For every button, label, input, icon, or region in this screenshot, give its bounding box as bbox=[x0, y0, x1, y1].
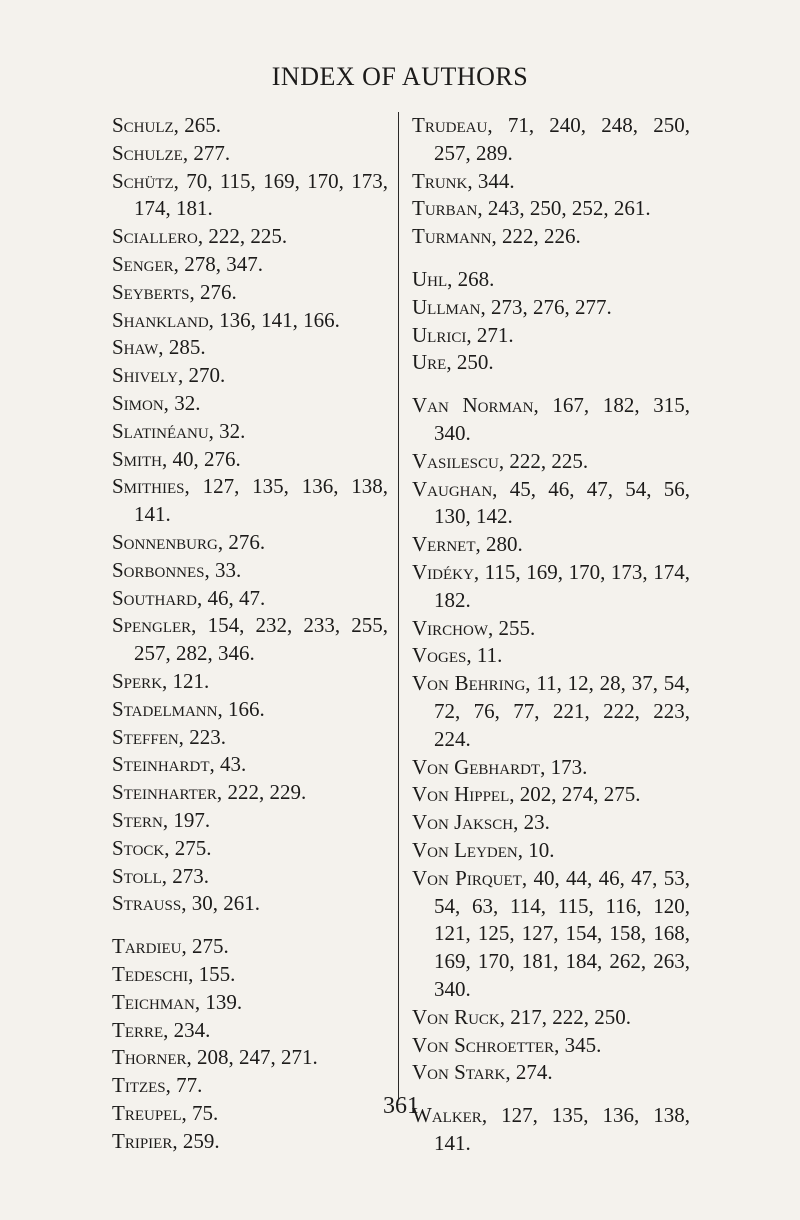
page-references: 43. bbox=[220, 752, 247, 777]
author-name: Titzes, bbox=[112, 1073, 171, 1098]
page-references: 45, 46, 47, 54, 56, 130, 142. bbox=[434, 476, 690, 529]
page-references: 278, 347. bbox=[184, 251, 263, 276]
author-name: Steffen, bbox=[112, 724, 184, 749]
index-entry bbox=[412, 754, 690, 782]
author-name: Spengler, bbox=[112, 613, 197, 638]
index-entry bbox=[412, 349, 690, 377]
page-references: 136, 141, 166. bbox=[219, 307, 340, 332]
page-references: 71, 240, 248, 250, 257, 289. bbox=[434, 113, 691, 165]
page-references: 11. bbox=[476, 643, 503, 668]
page-references: 208, 247, 271. bbox=[197, 1045, 318, 1070]
page-references: 259. bbox=[182, 1128, 220, 1153]
author-name: Vasilescu, bbox=[412, 448, 505, 473]
index-entry bbox=[112, 418, 388, 446]
index-entry bbox=[112, 724, 388, 752]
author-name: Tedeschi, bbox=[112, 961, 194, 986]
index-entry bbox=[112, 362, 388, 390]
index-entry bbox=[412, 322, 690, 350]
index-entry bbox=[112, 668, 388, 696]
author-name: Trunk, bbox=[412, 168, 473, 193]
author-name: Schütz, bbox=[112, 168, 179, 193]
index-entry bbox=[412, 476, 690, 532]
section-gap bbox=[412, 251, 690, 266]
page-references: 222, 226. bbox=[502, 224, 581, 249]
index-entry bbox=[112, 307, 388, 335]
author-name: Smithies, bbox=[112, 474, 190, 499]
index-entry bbox=[112, 807, 388, 835]
index-entry bbox=[112, 612, 388, 668]
page-references: 40, 276. bbox=[172, 446, 241, 471]
page-references: 222, 225. bbox=[208, 224, 288, 249]
page-references: 222, 225. bbox=[509, 448, 589, 473]
author-name: Tardieu, bbox=[112, 934, 187, 959]
page-references: 32. bbox=[174, 390, 201, 415]
page-references: 276. bbox=[199, 279, 237, 304]
index-entry bbox=[412, 642, 690, 670]
index-entry bbox=[112, 989, 388, 1017]
page-number: 361 bbox=[383, 1093, 419, 1119]
page-references: 127, 135, 136, 138, 141. bbox=[434, 1103, 691, 1155]
section-gap bbox=[112, 918, 388, 933]
page-references: 46, 47. bbox=[207, 585, 266, 610]
author-name: Von Behring, bbox=[412, 671, 531, 696]
index-entry bbox=[112, 446, 388, 474]
author-name: Shaw, bbox=[112, 335, 164, 360]
author-name: Sciallero, bbox=[112, 224, 204, 249]
page-references: 23. bbox=[523, 810, 550, 835]
index-entry bbox=[412, 448, 690, 476]
index-entry bbox=[412, 837, 690, 865]
index-entry bbox=[412, 559, 690, 615]
page-references: 280. bbox=[486, 532, 523, 557]
page-references: 274. bbox=[515, 1060, 553, 1085]
page-references: 139. bbox=[205, 989, 243, 1014]
author-name: Voges, bbox=[412, 643, 472, 668]
page-references: 277. bbox=[193, 140, 231, 165]
index-entry bbox=[412, 112, 690, 168]
index-entry bbox=[112, 585, 388, 613]
page-references: 243, 250, 252, 261. bbox=[487, 196, 651, 221]
author-name: Tripier, bbox=[112, 1128, 178, 1153]
page-references: 270. bbox=[188, 363, 226, 388]
index-entry bbox=[412, 615, 690, 643]
author-name: Von Leyden, bbox=[412, 837, 523, 862]
index-entry bbox=[112, 168, 388, 224]
index-entry bbox=[112, 835, 388, 863]
page-references: 255. bbox=[498, 615, 536, 640]
index-entry bbox=[412, 223, 690, 251]
author-name: Schulze, bbox=[112, 140, 189, 165]
index-entry bbox=[412, 670, 690, 753]
page-references: 70, 115, 169, 170, 173, 174, 181. bbox=[134, 168, 388, 221]
page-references: 275. bbox=[174, 835, 212, 860]
index-entry bbox=[412, 781, 690, 809]
section-gap bbox=[412, 1087, 690, 1102]
index-entry bbox=[412, 294, 690, 322]
index-entry bbox=[412, 1102, 690, 1158]
author-name: Sorbonnes, bbox=[112, 557, 210, 582]
index-entry bbox=[112, 1100, 388, 1128]
author-name: Vaughan, bbox=[412, 476, 498, 501]
index-entry bbox=[112, 890, 388, 918]
author-name: Senger, bbox=[112, 251, 179, 276]
index-entry bbox=[412, 865, 690, 1004]
page-references: 285. bbox=[168, 335, 206, 360]
author-name: Smith, bbox=[112, 446, 168, 471]
author-name: Teichman, bbox=[112, 989, 201, 1014]
page-references: 11, 12, 28, 37, 54, 72, 76, 77, 221, 222, 223, 224. bbox=[434, 671, 690, 751]
index-entry bbox=[112, 961, 388, 989]
page-references: 202, 274, 275. bbox=[519, 782, 641, 807]
page-title: INDEX OF AUTHORS bbox=[271, 62, 529, 91]
page-references: 275. bbox=[192, 934, 229, 959]
author-name: Von Gebhardt, bbox=[412, 754, 546, 779]
page-references: 121. bbox=[172, 668, 210, 693]
page-references: 268. bbox=[457, 266, 495, 291]
page-references: 250. bbox=[456, 350, 494, 375]
page-references: 276. bbox=[228, 529, 266, 554]
author-name: Stock, bbox=[112, 835, 170, 860]
author-name: Steinharter, bbox=[112, 780, 223, 805]
author-name: Ulrici, bbox=[412, 322, 472, 347]
page-references: 222, 229. bbox=[227, 780, 307, 805]
author-name: Turban, bbox=[412, 196, 483, 221]
page-references: 217, 222, 250. bbox=[510, 1004, 632, 1029]
author-name: Turmann, bbox=[412, 224, 497, 249]
index-entry bbox=[412, 392, 690, 448]
page-references: 166. bbox=[227, 696, 265, 721]
page-references: 127, 135, 136, 138, 141. bbox=[134, 474, 389, 527]
page-references: 10. bbox=[528, 837, 555, 862]
index-entry bbox=[112, 112, 388, 140]
author-name: Steinhardt, bbox=[112, 752, 215, 777]
author-name: Schulz, bbox=[112, 113, 179, 137]
index-entry bbox=[112, 334, 388, 362]
page-references: 273, 276, 277. bbox=[491, 294, 612, 319]
page-references: 115, 169, 170, 173, 174, 182. bbox=[434, 559, 690, 612]
index-entry bbox=[112, 863, 388, 891]
author-name: Vidéky, bbox=[412, 559, 480, 584]
index-entry bbox=[112, 1044, 388, 1072]
page-references: 265. bbox=[184, 113, 221, 137]
page-references: 32. bbox=[219, 418, 246, 443]
index-entry bbox=[112, 473, 388, 529]
author-name: Sonnenburg, bbox=[112, 529, 224, 554]
page-references: 154, 232, 233, 255, 257, 282, 346. bbox=[134, 613, 388, 666]
index-entry bbox=[412, 1059, 690, 1087]
page-references: 344. bbox=[477, 168, 515, 193]
index-entry bbox=[412, 1004, 690, 1032]
author-name: Strauss, bbox=[112, 891, 187, 916]
page-references: 345. bbox=[564, 1032, 602, 1057]
author-name: Stoll, bbox=[112, 863, 167, 888]
author-name: Von Jaksch, bbox=[412, 810, 519, 835]
author-name: Virchow, bbox=[412, 615, 494, 640]
page-references: 173. bbox=[550, 754, 588, 779]
column-divider bbox=[398, 112, 399, 1100]
index-entry bbox=[412, 531, 690, 559]
index-entry bbox=[112, 279, 388, 307]
index-entry bbox=[112, 1128, 388, 1156]
index-entry bbox=[112, 251, 388, 279]
page-references: 75. bbox=[192, 1100, 219, 1125]
page-references: 167, 182, 315, 340. bbox=[434, 393, 690, 445]
index-entry bbox=[412, 195, 690, 223]
index-entry bbox=[112, 140, 388, 168]
author-name: Von Pirquet, bbox=[412, 865, 528, 890]
index-entry bbox=[412, 1032, 690, 1060]
index-entry bbox=[412, 266, 690, 294]
author-name: Von Ruck, bbox=[412, 1004, 506, 1029]
index-entry bbox=[112, 529, 388, 557]
page-references: 234. bbox=[173, 1017, 211, 1042]
page-references: 273. bbox=[172, 863, 209, 888]
author-name: Uhl, bbox=[412, 266, 453, 291]
author-name: Stadelmann, bbox=[112, 696, 223, 721]
author-name: Treupel, bbox=[112, 1100, 187, 1125]
index-entry bbox=[112, 1072, 388, 1100]
page-references: 40, 44, 46, 47, 53, 54, 63, 114, 115, 116, 120, 121, 125, 127, 154, 158, 168, 169, 170, 181, 184, 262, 263, 340. bbox=[434, 865, 691, 1001]
author-name: Shively, bbox=[112, 363, 184, 388]
index-entry bbox=[112, 696, 388, 724]
author-name: Von Stark, bbox=[412, 1060, 511, 1085]
index-entry bbox=[112, 1017, 388, 1045]
author-name: Trudeau, bbox=[412, 113, 493, 137]
index-entry bbox=[112, 390, 388, 418]
index-entry bbox=[112, 223, 388, 251]
index-entry bbox=[112, 933, 388, 961]
page-references: 223. bbox=[189, 724, 226, 749]
page-references: 197. bbox=[173, 807, 211, 832]
page-references: 33. bbox=[215, 557, 242, 582]
author-name: Ullman, bbox=[412, 294, 486, 319]
author-name: Simon, bbox=[112, 390, 169, 415]
index-entry bbox=[112, 557, 388, 585]
author-name: Von Hippel, bbox=[412, 782, 515, 807]
author-name: Walker, bbox=[412, 1103, 488, 1128]
index-entry bbox=[112, 779, 388, 807]
author-name: Slatinéanu, bbox=[112, 418, 214, 443]
author-name: Shankland, bbox=[112, 307, 214, 332]
author-name: Von Schroetter, bbox=[412, 1032, 560, 1057]
index-column-right bbox=[412, 112, 690, 1158]
index-column-left bbox=[112, 112, 388, 1155]
page-references: 155. bbox=[198, 961, 236, 986]
author-name: Thorner, bbox=[112, 1045, 192, 1070]
page-references: 271. bbox=[476, 322, 514, 347]
index-entry bbox=[112, 751, 388, 779]
author-name: Ure, bbox=[412, 350, 452, 375]
page-references: 77. bbox=[176, 1073, 203, 1098]
index-entry bbox=[412, 168, 690, 196]
author-name: Stern, bbox=[112, 807, 169, 832]
index-entry bbox=[412, 809, 690, 837]
author-name: Terre, bbox=[112, 1017, 169, 1042]
author-name: Sperk, bbox=[112, 668, 168, 693]
section-gap bbox=[412, 377, 690, 392]
author-name: Seyberts, bbox=[112, 279, 195, 304]
author-name: Van Norman, bbox=[412, 393, 539, 418]
page-references: 30, 261. bbox=[191, 891, 260, 916]
author-name: Vernet, bbox=[412, 532, 481, 557]
author-name: Southard, bbox=[112, 585, 203, 610]
